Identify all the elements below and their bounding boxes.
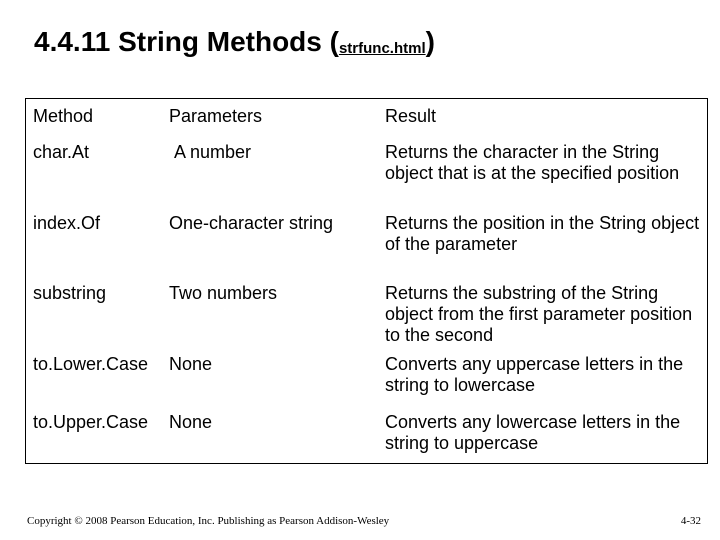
result-cell: Returns the position in the String object of the parameter (385, 213, 700, 254)
title-link[interactable]: strfunc.html (338, 40, 426, 57)
header-method: Method (33, 106, 94, 126)
header-result: Result (385, 106, 437, 126)
result-cell: Returns the character in the String object that is at the specified position (385, 142, 680, 183)
parameters-cell: Two numbers (169, 283, 278, 303)
page-number: 4-32 (680, 515, 701, 527)
header-parameters: Parameters (169, 106, 263, 126)
result-cell: Returns the substring of the String object from the first parameter position to the second (385, 283, 693, 345)
copyright-footer: Copyright © 2008 Pearson Education, Inc. Publishing as Pearson Addison-Wesley (27, 515, 390, 527)
parameters-cell: None (169, 412, 213, 432)
method-cell: char.At (33, 142, 90, 162)
parameters-cell: One-character string (169, 213, 334, 233)
slide-title (34, 26, 435, 58)
result-cell: Converts any lowercase letters in the string to uppercase (385, 412, 681, 453)
method-cell: to.Upper.Case (33, 412, 149, 432)
string-methods-table (25, 98, 708, 464)
result-cell: Converts any uppercase letters in the string to lowercase (385, 354, 684, 395)
method-cell: index.Of (33, 213, 101, 233)
method-cell: to.Lower.Case (33, 354, 149, 374)
method-cell: substring (33, 283, 107, 303)
parameters-cell: None (169, 354, 213, 374)
title-suffix: ) (425, 26, 435, 57)
parameters-cell: A number (174, 142, 252, 162)
title-prefix: 4.4.11 String Methods ( (34, 26, 339, 57)
